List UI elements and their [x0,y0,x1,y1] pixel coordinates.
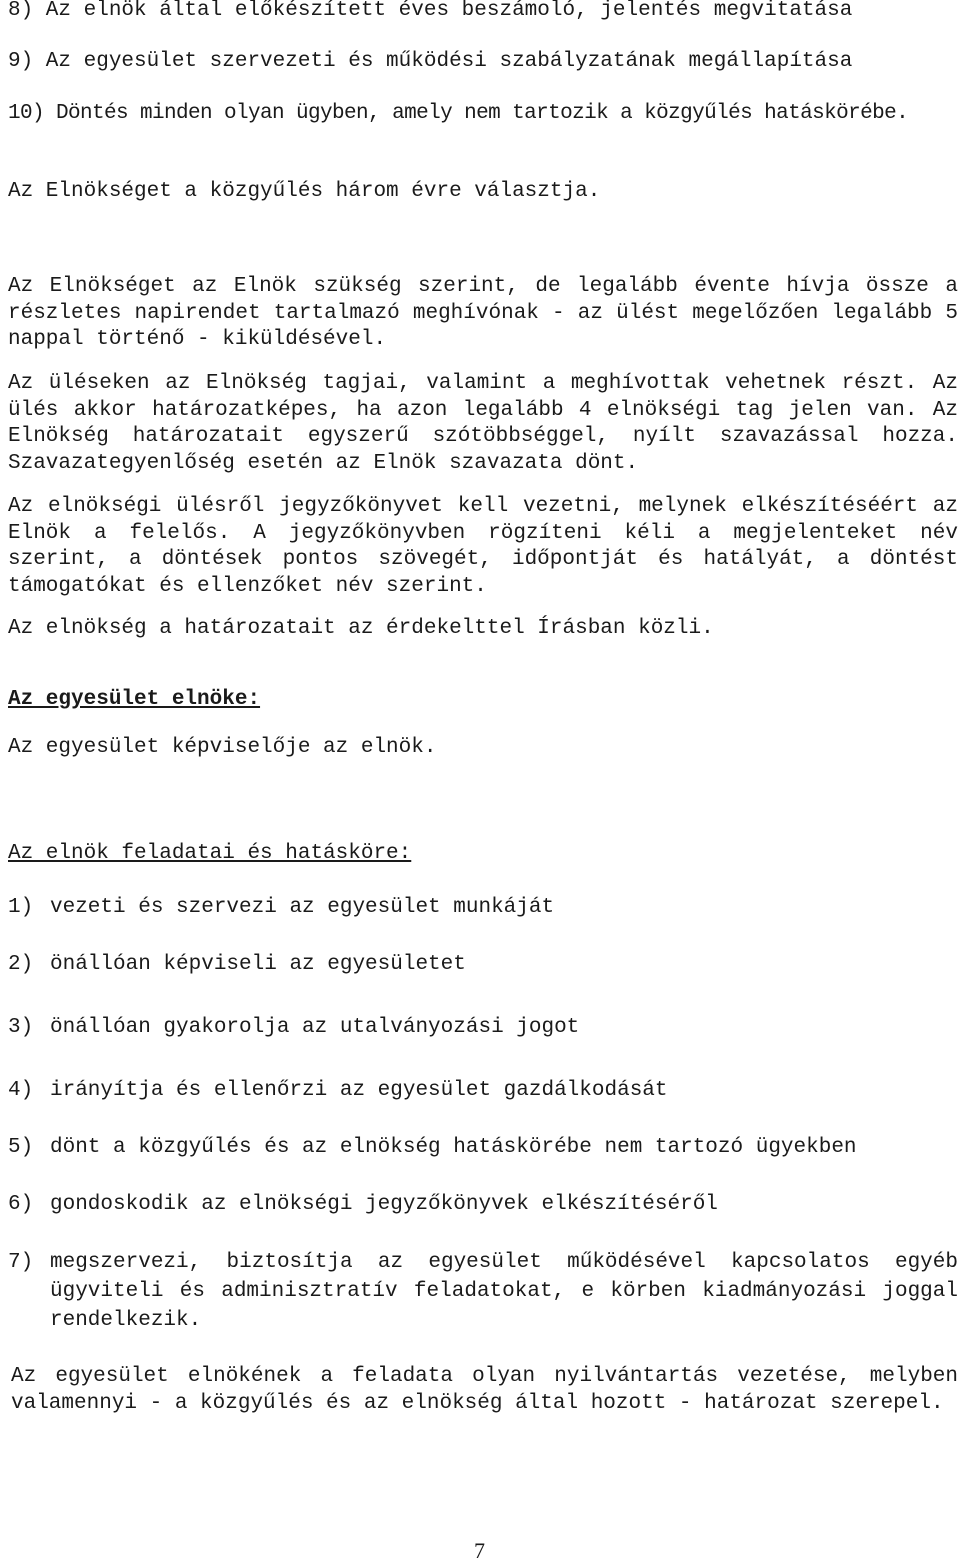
page-number: 7 [474,1538,485,1563]
president-heading: Az egyesület elnöke: [8,688,261,711]
duties-heading: Az elnök feladatai és hatásköre: [8,842,412,865]
duty-number: 3) [8,1016,34,1039]
paragraph-minutes: Az elnökségi ülésről jegyzőkönyvet kell vezetni, melynek elkészítéséért az Elnök a felelős. A jegyzőkönyvben rögzíteni kéli a megjelenteket név szerint, a döntések pontos szövegét, időpontját és hatályát, a döntést támogatókat és ellenzőket név szerint. [8,495,958,598]
duty-number: 6) [8,1193,34,1216]
duty-number: 1) [8,896,34,919]
duty-text: önállóan képviseli az egyesületet [50,953,466,976]
duty-text: gondoskodik az elnökségi jegyzőkönyvek elkészítéséről [50,1193,718,1216]
duty-item [8,950,958,979]
duty-item [8,893,958,922]
duty-item [8,1190,958,1219]
paragraph-term: Az Elnökséget a közgyűlés három évre választja. [8,180,601,203]
duty-text: megszervezi, biztosítja az egyesület működésével kapcsolatos egyéb ügyviteli és adminisztratív feladatokat, e körben kiadmányozási joggal rendelkezik. [50,1251,958,1332]
paragraph-convening: Az Elnökséget az Elnök szükség szerint, de legalább évente hívja össze a részletes napirendet tartalmazó meghívónak - az ülést megelőzően legalább 5 nappal történő - kiküldésével. [8,275,958,351]
duty-text: önállóan gyakorolja az utalványozási jogot [50,1016,580,1039]
duty-item [8,1013,958,1042]
paragraph-notify: Az elnökség a határozatait az érdekelttel Írásban közli. [8,617,714,640]
duty-item [8,1248,958,1335]
list-item-8: 8) Az elnök által előkészített éves beszámoló, jelentés megvitatása [8,0,853,22]
duty-text: vezeti és szervezi az egyesület munkáját [50,896,555,919]
duty-item [8,1133,958,1162]
duty-number: 7) [8,1251,34,1274]
duties-closing: Az egyesület elnökének a feladata olyan nyilvántartás vezetése, melyben valamennyi - a közgyűlés és az elnökség által hozott - határozat szerepel. [11,1365,958,1415]
duty-number: 5) [8,1136,34,1159]
duty-text: irányítja és ellenőrzi az egyesület gazdálkodását [50,1079,668,1102]
duty-number: 4) [8,1079,34,1102]
list-item-10: 10) Döntés minden olyan ügyben, amely nem tartozik a közgyűlés hatáskörébe. [8,102,909,125]
duty-item [8,1076,958,1105]
paragraph-meetings: Az üléseken az Elnökség tagjai, valamint a meghívottak vehetnek részt. Az ülés akkor határozatképes, ha azon legalább 4 elnökségi tag jelen van. Az Elnökség határozatait egyszerű szótöbbséggel, nyílt szavazással hozza. Szavazategyenlőség esetén az Elnök szavazata dönt. [8,372,958,475]
duty-number: 2) [8,953,34,976]
duty-text: dönt a közgyűlés és az elnökség hatáskörébe nem tartozó ügyekben [50,1136,857,1159]
list-item-9: 9) Az egyesület szervezeti és működési szabályzatának megállapítása [8,50,853,73]
president-text: Az egyesület képviselője az elnök. [8,736,437,759]
